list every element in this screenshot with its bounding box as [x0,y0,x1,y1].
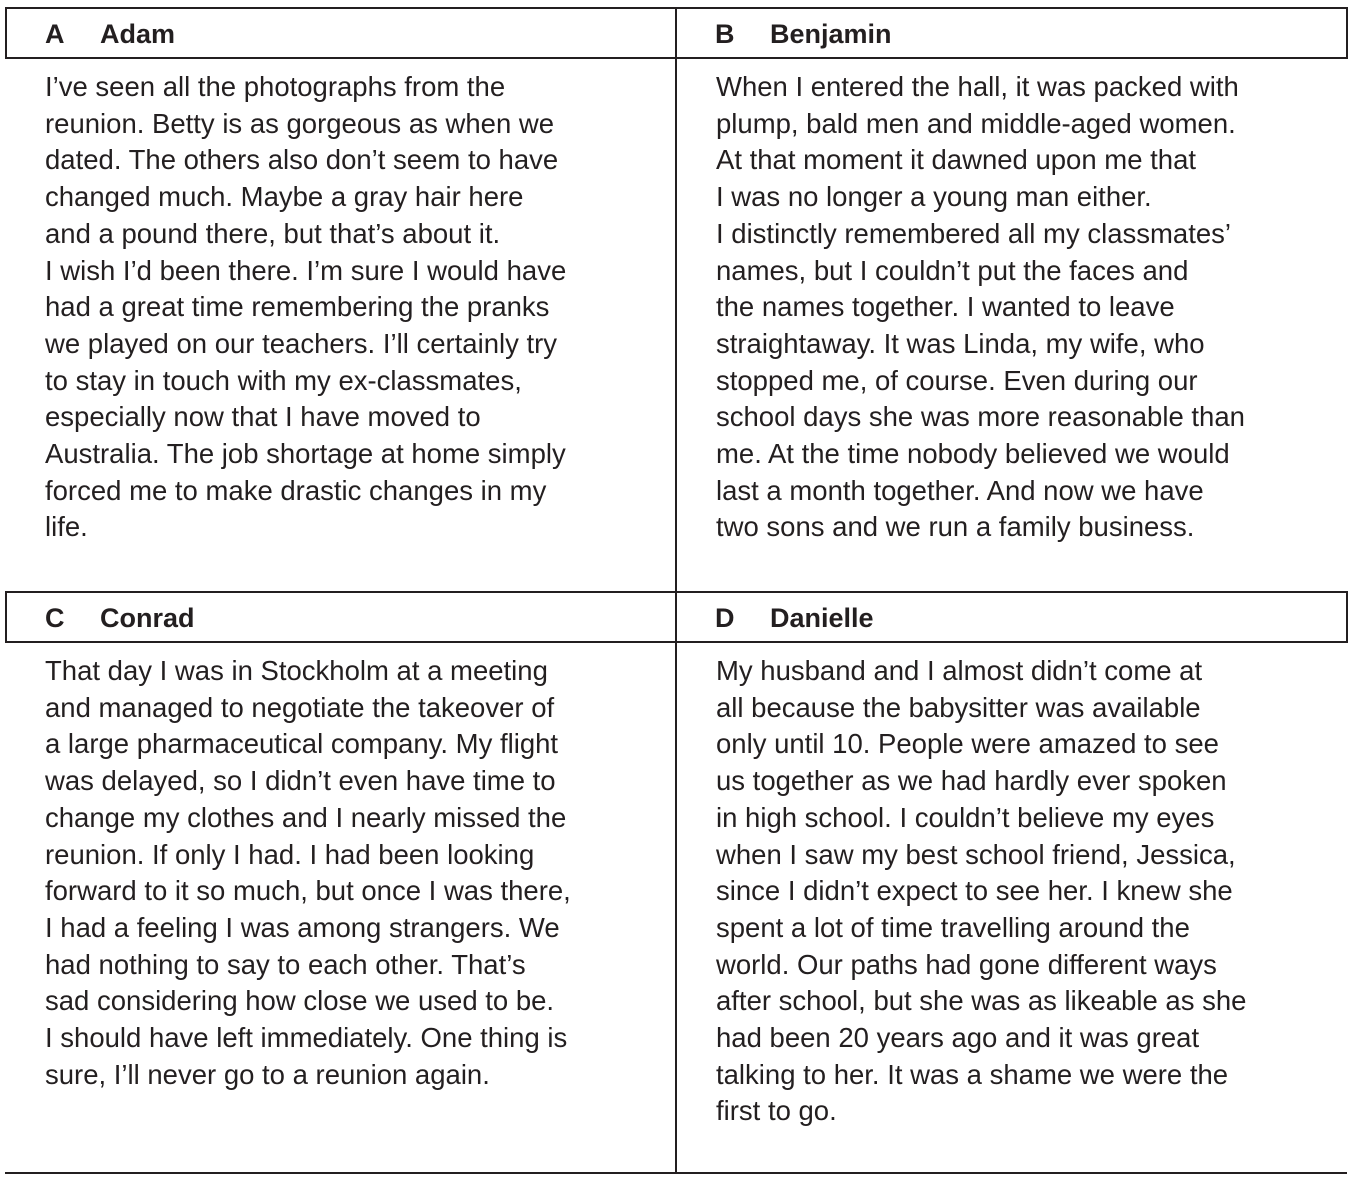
section-text-conrad [45,653,571,1093]
text-line: was delayed, so I didn’t even have time to [45,765,556,797]
text-line: changed much. Maybe a gray hair here [45,181,524,213]
text-line: I distinctly remembered all my classmates’ [716,217,1232,249]
text-line: At that moment it dawned upon me that [716,144,1197,176]
text-line: change my clothes and I nearly missed the [45,801,567,833]
text-line: had been 20 years ago and it was great [716,1022,1200,1054]
text-line: all because the babysitter was available [716,691,1201,723]
text-line: me. At the time nobody believed we would [716,438,1230,470]
text-line: the names together. I wanted to leave [716,291,1175,323]
text-line: school days she was more reasonable than [716,401,1245,433]
text-line: straightaway. It was Linda, my wife, who [716,327,1205,359]
text-line: in high school. I couldn’t believe my eyes [716,801,1215,833]
text-line: I’ve seen all the photographs from the [45,71,506,102]
text-line: forward to it so much, but once I was there, [45,875,571,907]
section-header-b [675,7,1348,59]
text-line: had nothing to say to each other. That’s [45,948,526,980]
text-line: especially now that I have moved to [45,401,481,433]
text-line: after school, but she was as likeable as she [716,985,1247,1017]
text-line: we played on our teachers. I’ll certainly try [45,327,558,359]
section-letter: A [45,19,65,49]
text-line: I had a feeling I was among strangers. We [45,911,560,943]
section-letter: D [715,603,735,633]
text-line: names, but I couldn’t put the faces and [716,254,1189,286]
section-header-d [675,591,1348,643]
text-line: My husband and I almost didn’t come at [716,655,1203,686]
text-line: I wish I’d been there. I’m sure I would have [45,254,567,286]
section-text-adam [45,69,566,546]
text-line: since I didn’t expect to see her. I knew she [716,875,1233,907]
section-letter: C [45,603,65,633]
text-line: That day I was in Stockholm at a meeting [45,655,548,686]
text-line: sad considering how close we used to be. [45,985,555,1017]
text-line: a large pharmaceutical company. My flight [45,728,559,760]
text-line: two sons and we run a family business. [716,511,1195,543]
text-line: and managed to negotiate the takeover of [45,691,555,723]
text-line: I was no longer a young man either. [716,181,1152,213]
text-line: life. [45,511,88,543]
text-line: when I saw my best school friend, Jessica, [716,838,1236,870]
text-line: last a month together. And now we have [716,474,1204,506]
text-line: first to go. [716,1095,837,1127]
text-line: plump, bald men and middle-aged women. [716,107,1236,139]
text-line: sure, I’ll never go to a reunion again. [45,1058,490,1090]
section-name: Benjamin [770,19,892,49]
text-line: talking to her. It was a shame we were the [716,1058,1229,1090]
text-line: I should have left immediately. One thing is [45,1022,568,1054]
section-header-c [5,591,677,643]
text-line: reunion. Betty is as gorgeous as when we [45,107,555,139]
bottom-rule [5,1172,1347,1174]
text-line: reunion. If only I had. I had been looking [45,838,535,870]
text-line: forced me to make drastic changes in my [45,474,547,506]
text-line: and a pound there, but that’s about it. [45,217,501,249]
text-line: had a great time remembering the pranks [45,291,550,323]
text-line: stopped me, of course. Even during our [716,364,1198,396]
column-divider [675,59,677,591]
text-line: us together as we had hardly ever spoken [716,765,1227,797]
section-letter: B [715,19,735,49]
text-line: When I entered the hall, it was packed with [716,71,1239,102]
text-line: Australia. The job shortage at home simply [45,438,566,470]
section-name: Adam [100,19,176,49]
text-line: to stay in touch with my ex-classmates, [45,364,522,396]
text-line: world. Our paths had gone different ways [716,948,1217,980]
section-text-danielle [716,653,1246,1130]
text-line: spent a lot of time travelling around the [716,911,1190,943]
section-name: Danielle [770,603,874,633]
section-text-benjamin [716,69,1245,546]
text-line: dated. The others also don’t seem to have [45,144,559,176]
column-divider [675,643,677,1174]
text-line: only until 10. People were amazed to see [716,728,1219,760]
section-name: Conrad [100,603,195,633]
section-header-a [5,7,677,59]
